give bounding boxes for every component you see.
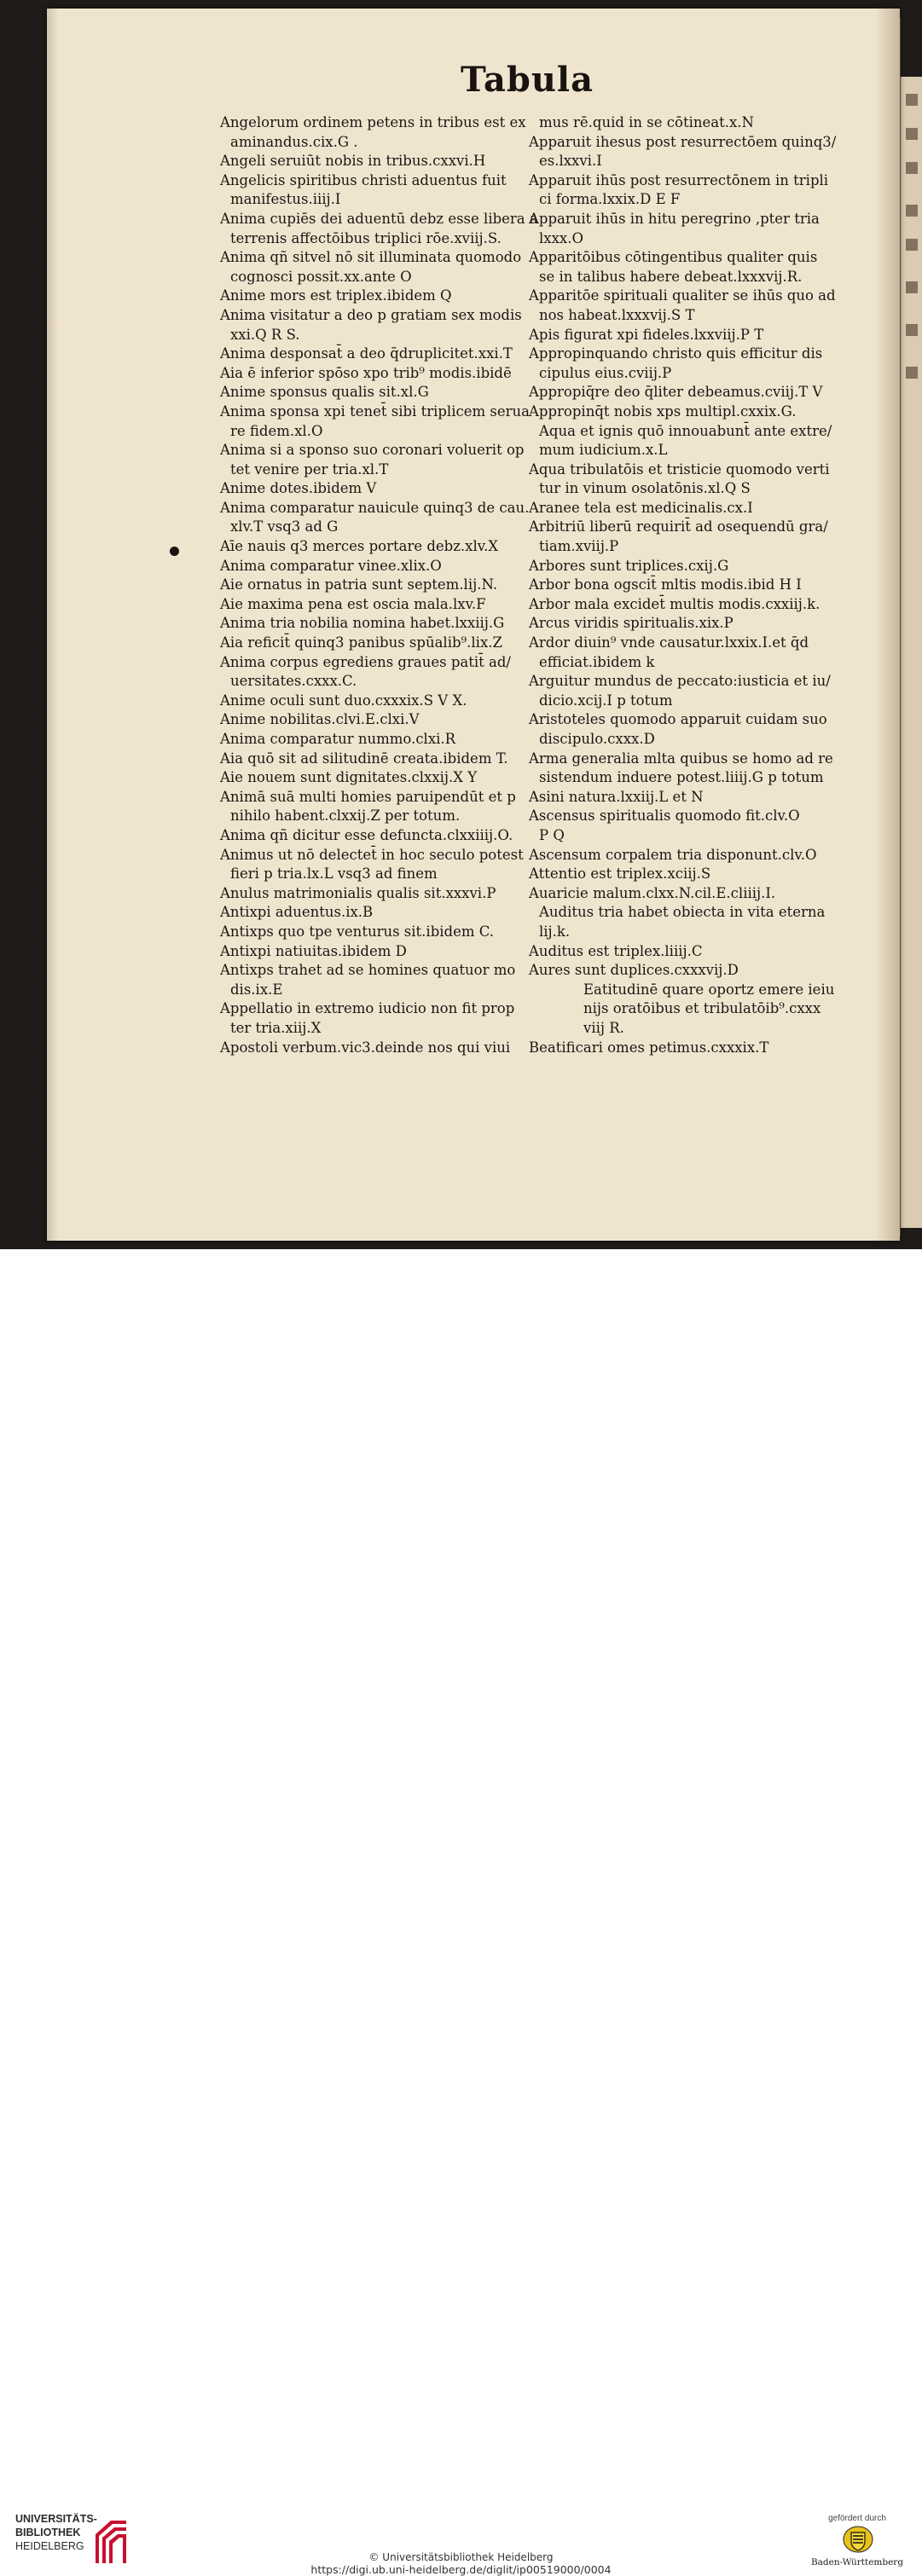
index-entry-line: Aie ornatus in patria sunt septem.lij.N.	[220, 576, 498, 593]
library-name-line3: HEIDELBERG	[15, 2540, 84, 2552]
index-entry-line: Aristoteles quomodo apparuit cuidam suo	[529, 711, 827, 728]
index-entry-line: nihilo habent.clxxij.Z per totum.	[230, 808, 461, 825]
index-entry-line: sistendum induere potest.liiij.G p totum	[539, 769, 824, 786]
ink-spot	[170, 547, 179, 556]
index-entry-line: Auditus est triplex.liiij.C	[529, 942, 703, 959]
index-entry-line: Angelicis spiritibus christi aduentus fuit	[220, 171, 507, 188]
index-entry-line: dicio.xcij.I p totum	[539, 692, 673, 709]
index-entry-line: Anima qñ sitvel nō sit illuminata quomodo	[220, 249, 522, 266]
index-entry-line: efficiat.ibidem k	[539, 653, 655, 670]
index-entry-line: Apparitōibus cōtingentibus qualiter quis	[529, 249, 818, 266]
index-entry-line: Antixps trahet ad se homines quatuor mo	[220, 962, 516, 979]
index-entry-line: Anima tria nobilia nomina habet.lxxiij.G	[220, 615, 505, 632]
index-column-left	[220, 113, 538, 1057]
viewer-footer	[0, 1249, 922, 2576]
index-entry-line: Anulus matrimonialis qualis sit.xxxvi.P	[220, 884, 496, 901]
index-entry-line: xlv.T vsq3 ad G	[230, 518, 339, 535]
index-entry-line: Angeli seruiūt nobis in tribus.cxxvi.H	[220, 153, 486, 170]
index-entry-line: Anime nobilitas.clvi.E.clxi.V	[220, 711, 420, 728]
funded-by-label: gefördert durch	[828, 2514, 886, 2523]
index-entry-line: terrenis affectōibus triplici rōe.xviij.S.	[230, 229, 502, 246]
index-entry-line: Anime oculi sunt duo.cxxxix.S V X.	[220, 692, 467, 709]
index-entry-line: Antixpi natiuitas.ibidem D	[220, 942, 407, 959]
index-entry-line: Antixpi aduentus.ix.B	[220, 904, 374, 921]
index-entry-line: mus rē.quid in se cōtineat.x.N	[539, 114, 754, 130]
index-entry-line: Auaricie malum.clxx.N.cil.E.cliiij.I.	[529, 884, 776, 901]
index-entry-line: Antixps quo tpe venturus sit.ibidem C.	[220, 923, 495, 940]
index-entry-line: cognosci possit.xx.ante O	[230, 268, 412, 285]
permalink-url[interactable]: https://digi.ub.uni-heidelberg.de/diglit/ip00519000/0004	[310, 2563, 612, 2576]
index-entry-line: Appropinquando christo quis efficitur dis	[529, 345, 823, 362]
index-entry-line: nos habeat.lxxxvij.S T	[539, 306, 695, 323]
index-entry-line: Arma generalia mlta quibus se homo ad re	[529, 750, 833, 767]
library-name-line1: UNIVERSITÄTS-	[15, 2513, 97, 2525]
index-entry-line: Anima comparatur nauicule quinq3 de cau.	[220, 499, 530, 516]
index-entry-line: P Q	[539, 826, 565, 843]
scan-background	[0, 0, 922, 1249]
index-entry-line: Apparuit ihūs in hitu peregrino ,pter tria	[529, 210, 820, 227]
library-name-line2: BIBLIOTHEK	[15, 2527, 81, 2538]
index-entry-line: Anima si a sponso suo coronari voluerit op	[220, 442, 525, 459]
index-entry-line: Apis figurat xpi fideles.lxxviij.P T	[529, 326, 764, 343]
index-entry-line: viij R.	[583, 1019, 624, 1036]
index-entry-line: Anima sponsa xpi tenet̄ sibi triplicem serua	[220, 402, 530, 420]
index-entry-line: Appropiq̄re deo q̄liter debeamus.cviij.T V	[529, 384, 823, 401]
index-entry-line: Ascensus spiritualis quomodo fit.clv.O	[529, 808, 800, 825]
index-entry-line: tiam.xviij.P	[539, 538, 619, 555]
index-entry-line: Anima qñ dicitur esse defuncta.clxxiiij.O.	[220, 826, 513, 843]
index-entry-line: Anime dotes.ibidem V	[220, 480, 377, 497]
index-entry-line: Aqua et ignis quō innouabunt̄ ante extre/	[539, 422, 832, 439]
index-entry-line: Anime mors est triplex.ibidem Q	[220, 287, 452, 304]
index-entry-line: Aie maxima pena est oscia mala.lxv.F	[220, 595, 486, 612]
index-entry-line: dis.ix.E	[230, 981, 283, 998]
index-entry-line: Arbitriū liberū requirit̄ ad osequendū gra/	[529, 518, 828, 535]
index-entry-line: Aqua tribulatōis et tristicie quomodo verti	[529, 460, 830, 478]
index-entry-line: Apparuit ihesus post resurrectōem quinq3/	[529, 133, 837, 150]
index-entry-line: Anima cupiēs dei aduentū debz esse libera a	[220, 210, 538, 227]
index-entry-line: Anime sponsus qualis sit.xl.G	[220, 384, 429, 401]
index-entry-line: Arguitur mundus de peccato:iusticia et iu/	[529, 673, 831, 690]
index-entry-line: Anima comparatur vinee.xlix.O	[220, 557, 442, 574]
funder-name: Baden-Württemberg	[810, 2557, 904, 2567]
index-entry-line: Aīe nauis q3 merces portare debz.xlv.X	[220, 538, 499, 555]
index-entry-line: Aie nouem sunt dignitates.clxxij.X Y	[220, 769, 478, 786]
index-entry-line: Eatitudinē quare oportz emere ieiu	[583, 981, 835, 998]
index-entry-line: uersitates.cxxx.C.	[230, 673, 357, 690]
index-entry-line: Attentio est triplex.xciij.S	[529, 865, 711, 883]
index-entry-line: Arcus viridis spiritualis.xix.P	[529, 615, 734, 632]
index-entry-line: ci forma.lxxix.D E F	[539, 191, 681, 208]
index-entry-line: ter tria.xiij.X	[230, 1019, 322, 1036]
index-entry-line: Appropinq̄t nobis xps multipl.cxxix.G.	[529, 402, 797, 420]
index-entry-line: Arbor bona ogscit̄ mltis modis.ibid H I	[529, 576, 802, 593]
index-entry-line: es.lxxvi.I	[539, 153, 602, 170]
index-entry-line: Asini natura.lxxiij.L et N	[529, 788, 704, 805]
index-entry-line: Aia reficit̄ quinq3 panibus spūalib⁹.lix.Z	[220, 634, 502, 651]
index-entry-line: Ardor diuin⁹ vnde causatur.lxxix.I.et q̄d	[529, 634, 809, 651]
index-entry-line: Aures sunt duplices.cxxxvij.D	[529, 962, 739, 979]
index-entry-line: lxxx.O	[539, 229, 583, 246]
index-entry-line: Appellatio in extremo iudicio non fit prop	[220, 1000, 515, 1017]
coat-of-arms-icon	[843, 2526, 873, 2553]
index-entry-line: Aia ē inferior spōso xpo trib⁹ modis.ibidē	[220, 364, 512, 381]
index-entry-line: aminandus.cix.G .	[230, 133, 358, 150]
index-entry-line: lij.k.	[539, 923, 571, 940]
index-entry-line: fieri p tria.lx.L vsq3 ad finem	[230, 865, 438, 883]
index-entry-line: xxi.Q R S.	[230, 326, 300, 343]
index-entry-line: Anima comparatur nummo.clxi.R	[220, 731, 456, 747]
index-entry-line: se in talibus habere debeat.lxxxvij.R.	[539, 268, 803, 285]
index-entry-line: nijs oratōibus et tribulatōib⁹.cxxx	[583, 1000, 821, 1017]
index-entry-line: Anima visitatur a deo p gratiam sex modis	[220, 306, 522, 323]
index-column-right	[529, 113, 837, 1057]
index-entry-line: Auditus tria habet obiecta in vita eterna	[539, 904, 826, 921]
index-entry-line: tur in vinum osolatōnis.xl.Q S	[539, 480, 751, 497]
index-entry-line: Arbor mala excidet̄ multis modis.cxxiij.k.	[529, 595, 821, 612]
index-entry-line: Ascensum corpalem tria disponunt.clv.O	[529, 846, 817, 863]
page-title: Tabula	[461, 60, 594, 100]
index-entry-line: Apparuit ihūs post resurrectōnem in tripli	[529, 171, 829, 188]
index-entry-line: Apostoli verbum.vic3.deinde nos qui viui	[220, 1039, 511, 1056]
adjacent-page-edge	[901, 77, 922, 1228]
index-entry-line: manifestus.iiij.I	[230, 191, 341, 208]
index-entry-line: Aia quō sit ad silitudinē creata.ibidem T.	[220, 750, 508, 767]
index-entry-line: Animā suā multi homies paruipendūt et p	[220, 788, 516, 805]
index-entry-line: tet venire per tria.xl.T	[230, 460, 389, 478]
index-entry-line: Arbores sunt triplices.cxij.G	[529, 557, 729, 574]
index-entry-line: mum iudicium.x.L	[539, 442, 668, 459]
index-entry-line: Beatificari omes petimus.cxxxix.T	[529, 1039, 769, 1056]
copyright-notice: © Universitätsbibliothek Heidelberg	[368, 2551, 554, 2563]
index-entry-line: Aranee tela est medicinalis.cx.I	[529, 499, 753, 516]
index-entry-line: re fidem.xl.O	[230, 422, 323, 439]
index-entry-line: Anima desponsat̄ a deo q̄druplicitet.xxi.T	[220, 345, 513, 362]
index-entry-line: Anima corpus egrediens graues patit̄ ad/	[220, 653, 511, 670]
index-entry-line: discipulo.cxxx.D	[539, 731, 655, 747]
index-entry-line: Animus ut nō delectet̄ in hoc seculo potest	[220, 846, 524, 863]
index-entry-line: Angelorum ordinem petens in tribus est ex	[220, 114, 526, 130]
index-entry-line: Apparitōe spirituali qualiter se ihūs quo ad	[529, 287, 836, 304]
index-entry-line: cipulus eius.cviij.P	[539, 364, 672, 381]
